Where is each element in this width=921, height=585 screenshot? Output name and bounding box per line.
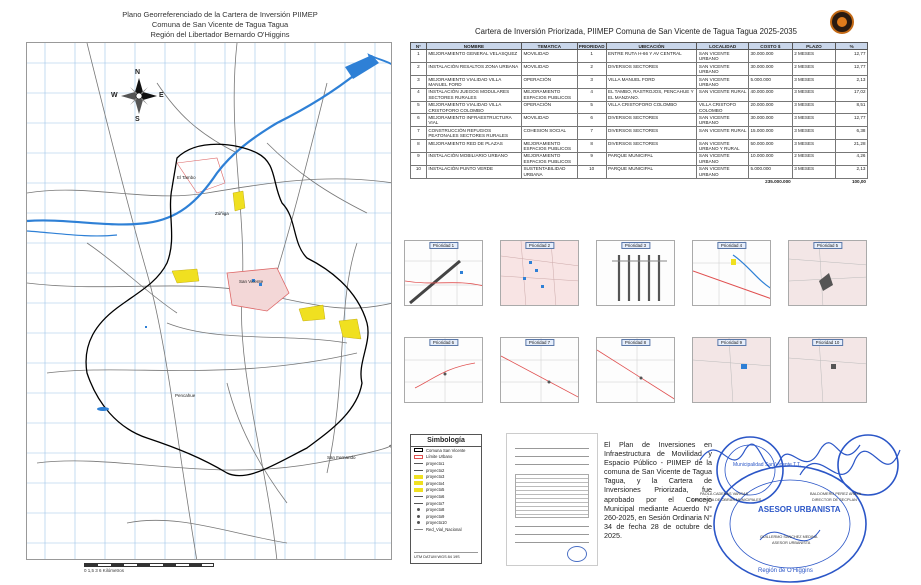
cell: 2 MESES bbox=[792, 152, 836, 165]
cell: MEJORAMIENTO ESPACIOS PUBLICOS bbox=[521, 88, 577, 101]
cell: 40.000.000 bbox=[749, 88, 793, 101]
table-title: Cartera de Inversión Priorizada, PIIMEP Comuna de San Vicente de Tagua Tagua 2025-2035 bbox=[475, 27, 797, 36]
cell: 5.000.000 bbox=[749, 165, 793, 178]
legend-swatch bbox=[414, 503, 423, 504]
col-header: LOCALIDAD bbox=[697, 43, 749, 50]
cell: DIVERSOS SECTORES bbox=[606, 114, 697, 127]
priority-map-7[interactable] bbox=[500, 337, 579, 403]
cell: INSTALACIÓN MOBILIARIO URBANO bbox=[426, 152, 521, 165]
table-header-row bbox=[411, 43, 868, 50]
priority-label: Prioridad 5 bbox=[813, 242, 842, 249]
legend-label: proyecto6 bbox=[426, 493, 445, 499]
cell: 3 MESES bbox=[792, 165, 836, 178]
cell: 3 MESES bbox=[792, 88, 836, 101]
legend-label: proyecto8 bbox=[426, 507, 445, 513]
cell: 15.000.000 bbox=[749, 127, 793, 140]
cell: SAN VICENTE URBANO bbox=[697, 152, 749, 165]
cell: 6 bbox=[577, 114, 606, 127]
cell: DIVERSOS SECTORES bbox=[606, 63, 697, 76]
cell: 3 bbox=[411, 76, 427, 89]
cell: PARQUE MUNICIPAL bbox=[606, 165, 697, 178]
cell: 9 bbox=[577, 152, 606, 165]
cell: 10 bbox=[577, 165, 606, 178]
legend-title: Simbología bbox=[411, 435, 481, 447]
cell: VILLA CRISTOFO COLOMBO bbox=[697, 101, 749, 114]
legend-label: proyecto5 bbox=[426, 487, 445, 493]
priority-map-1[interactable] bbox=[404, 240, 483, 306]
cell: INSTALACIÓN RESALTOS ZONA URBANA bbox=[426, 63, 521, 76]
legend-label: Límite Urbano bbox=[426, 454, 453, 460]
urban-area bbox=[177, 158, 289, 311]
cell: 3 bbox=[577, 76, 606, 89]
cell: SAN VICENTE URBANO bbox=[697, 50, 749, 63]
place-label: Pencahue bbox=[175, 393, 196, 398]
cell: COHESION SOCIAL bbox=[521, 127, 577, 140]
scale-bar bbox=[84, 563, 214, 573]
place-label: Zúñiga bbox=[215, 211, 229, 216]
cell: SAN VICENTE URBANO bbox=[697, 76, 749, 89]
stamp-text: ASESOR URBANISTA bbox=[758, 505, 841, 514]
cell: 20.000.000 bbox=[749, 101, 793, 114]
cell: EL TAMBO, RASTROJOS, PENCAHUE Y EL MANZANO. bbox=[606, 88, 697, 101]
col-header: TEMATICA bbox=[521, 43, 577, 50]
priority-label: Prioridad 10 bbox=[812, 339, 844, 346]
cell: 8,51 bbox=[836, 101, 868, 114]
col-header: UBICACIÓN bbox=[606, 43, 697, 50]
legend-swatch bbox=[414, 481, 423, 485]
col-header: N° bbox=[411, 43, 427, 50]
cell: 6 bbox=[411, 114, 427, 127]
legend-item bbox=[411, 513, 481, 520]
compass-w: W bbox=[111, 92, 118, 99]
priority-label: Prioridad 8 bbox=[621, 339, 650, 346]
cell: INSTALACIÓN PUNTO VERDE bbox=[426, 165, 521, 178]
table-row bbox=[411, 140, 868, 153]
table-row bbox=[411, 114, 868, 127]
cell: OPERACIÓN bbox=[521, 101, 577, 114]
table-total-row bbox=[411, 178, 868, 185]
legend-label: Comuna San Vicente bbox=[426, 447, 466, 453]
col-header: % bbox=[836, 43, 868, 50]
map-subtitle: Comuna de San Vicente de Tagua Tagua bbox=[151, 20, 289, 29]
cell: SAN VICENTE RURAL bbox=[697, 88, 749, 101]
priority-map-3[interactable] bbox=[596, 240, 675, 306]
cell: 9 bbox=[411, 152, 427, 165]
priority-label: Prioridad 6 bbox=[429, 339, 458, 346]
total-cost: 235.000.000 bbox=[765, 179, 791, 185]
georeferenced-map[interactable] bbox=[26, 42, 392, 560]
cell: 4,26 bbox=[836, 152, 868, 165]
table-row bbox=[411, 127, 868, 140]
map-legend bbox=[410, 434, 482, 564]
col-header: PRIORIDAD bbox=[578, 43, 605, 49]
cell: 7 bbox=[411, 127, 427, 140]
place-label: El Tambo bbox=[177, 175, 196, 180]
legend-swatch bbox=[414, 455, 423, 459]
table-row bbox=[411, 101, 868, 114]
cell: ENTRE RUTA H-66 Y AV CENTRAL bbox=[606, 50, 697, 63]
cell: VILLA CRISTOFORO COLOMBO bbox=[606, 101, 697, 114]
cell: MEJORAMIENTO VIALIDAD VILLA MANUEL FORD bbox=[426, 76, 521, 89]
stamp-text: Región de O'Higgins bbox=[758, 568, 813, 574]
legend-label: Red_Vial_Nacional bbox=[426, 526, 462, 532]
cell: 4 bbox=[577, 88, 606, 101]
legend-item bbox=[411, 473, 481, 480]
legend-label: proyecto4 bbox=[426, 480, 445, 486]
legend-item bbox=[411, 454, 481, 461]
legend-swatch bbox=[417, 515, 420, 518]
priority-label: Prioridad 7 bbox=[525, 339, 554, 346]
compass-n: N bbox=[135, 69, 141, 76]
cell: 3 MESES bbox=[792, 140, 836, 153]
col-header: COSTO $ bbox=[749, 43, 793, 50]
priority-label: Prioridad 9 bbox=[717, 339, 746, 346]
scale-bar-graphic bbox=[84, 563, 214, 567]
legend-swatch bbox=[417, 508, 420, 511]
legend-swatch bbox=[414, 488, 423, 492]
cell: MEJORAMIENTO RED DE PLAZAS bbox=[426, 140, 521, 153]
cell: MEJORAMIENTO INFRAESTRUCTURA VIAL bbox=[426, 114, 521, 127]
cell: SAN VICENTE URBANO bbox=[697, 165, 749, 178]
priority-label: Prioridad 3 bbox=[621, 242, 650, 249]
cell: SAN VICENTE URBANO bbox=[697, 114, 749, 127]
cell: SUSTENTABILIDAD URBANA bbox=[521, 165, 577, 178]
priority-map-9[interactable] bbox=[692, 337, 771, 403]
cell: MOVILIDAD bbox=[521, 50, 577, 63]
legend-item bbox=[411, 520, 481, 527]
cell: 5.000.000 bbox=[749, 76, 793, 89]
cell: 10 bbox=[411, 165, 427, 178]
cell: 4 bbox=[411, 88, 427, 101]
legend-label: proyecto10 bbox=[426, 520, 447, 526]
priority-map-4[interactable] bbox=[692, 240, 771, 306]
cell: 30.000.000 bbox=[749, 50, 793, 63]
legend-item bbox=[411, 447, 481, 454]
cell: 2,13 bbox=[836, 165, 868, 178]
legend-item bbox=[411, 500, 481, 507]
legend-swatch bbox=[414, 475, 423, 479]
cell: 5 bbox=[577, 101, 606, 114]
cell: 5 bbox=[411, 101, 427, 114]
cell: 6,38 bbox=[836, 127, 868, 140]
legend-item bbox=[411, 526, 481, 533]
cell: 1 bbox=[577, 50, 606, 63]
cell: MOVILIDAD bbox=[521, 63, 577, 76]
stamp-text: Municipalidad San Vicente T.T. bbox=[733, 462, 801, 468]
legend-item bbox=[411, 506, 481, 513]
table-row bbox=[411, 88, 868, 101]
signature-3-name: GUILLERMO SANCHEZ MEDINA bbox=[760, 535, 818, 539]
legend-label: proyecto1 bbox=[426, 460, 445, 466]
compass-e: E bbox=[159, 92, 164, 99]
council-agreement-scan bbox=[506, 433, 598, 566]
cell: 10.000.000 bbox=[749, 152, 793, 165]
place-label: San Fernando bbox=[327, 455, 356, 460]
cell: 1 bbox=[411, 50, 427, 63]
legend-swatch bbox=[414, 529, 423, 531]
cell: 12,77 bbox=[836, 114, 868, 127]
investment-table bbox=[410, 42, 868, 185]
cell: INSTALACIÓN JUEGOS MODULARES SECTORES RURALES bbox=[426, 88, 521, 101]
cell: SAN VICENTE URBANO Y RURAL bbox=[697, 140, 749, 153]
scale-bar-text: 0 1,5 3 6 Kilómetros bbox=[84, 568, 125, 573]
map-title: Plano Georreferenciado de la Cartera de Inversión PIIMEP bbox=[122, 10, 318, 19]
legend-item bbox=[411, 460, 481, 467]
table-row bbox=[411, 152, 868, 165]
cell: 3 MESES bbox=[792, 76, 836, 89]
cell: 30.000.000 bbox=[749, 114, 793, 127]
priority-map-5[interactable] bbox=[788, 240, 867, 306]
table-row bbox=[411, 63, 868, 76]
legend-item bbox=[411, 487, 481, 494]
col-header: PLAZO bbox=[792, 43, 836, 50]
cell: MEJORAMIENTO VIALIDAD VILLA CRISTOFORO COLOMBO bbox=[426, 101, 521, 114]
place-label: San Vicente bbox=[239, 279, 264, 284]
col-header: NOMBRE bbox=[426, 43, 521, 50]
cell: 2 bbox=[411, 63, 427, 76]
signature-2-name: BALDOMERO PEREZ ARAYA bbox=[810, 492, 862, 496]
legend-item bbox=[411, 480, 481, 487]
cell: MEJORAMIENTO ESPACIOS PUBLICOS bbox=[521, 152, 577, 165]
cell: DIVERSOS SECTORES bbox=[606, 127, 697, 140]
legend-item bbox=[411, 493, 481, 500]
table-row bbox=[411, 165, 868, 178]
road-network bbox=[27, 43, 392, 560]
cell: 30.000.000 bbox=[749, 63, 793, 76]
priority-map-2[interactable] bbox=[500, 240, 579, 306]
table-row bbox=[411, 50, 868, 63]
cell: MOVILIDAD bbox=[521, 114, 577, 127]
legend-swatch bbox=[414, 470, 423, 471]
priority-label: Prioridad 2 bbox=[525, 242, 554, 249]
priority-map-8[interactable] bbox=[596, 337, 675, 403]
legend-label: proyecto2 bbox=[426, 467, 445, 473]
cell: 12,77 bbox=[836, 63, 868, 76]
table-row bbox=[411, 76, 868, 89]
approval-statement: El Plan de Inversiones en Infraestructura de Movilidad y Espacio Público - PIIMEP de la comuna de San Vicente de Tagua Tagua, y la Cartera de Inversiones Priorizada, fue aprobado por el Concejo Municipal mediante Acuerdo N° 260-2025, en Sesión Ordinaria N° 34 de fecha 28 de octubre de 2025. bbox=[604, 440, 712, 540]
legend-item bbox=[411, 467, 481, 474]
compass-s: S bbox=[135, 116, 140, 123]
priority-label: Prioridad 1 bbox=[429, 242, 458, 249]
cell: SAN VICENTE URBANO bbox=[697, 63, 749, 76]
legend-label: proyecto9 bbox=[426, 513, 445, 519]
legend-label: proyecto7 bbox=[426, 500, 445, 506]
cell: 50.000.000 bbox=[749, 140, 793, 153]
cell: 12,77 bbox=[836, 50, 868, 63]
legend-swatch bbox=[417, 521, 420, 524]
cell: 3 MESES bbox=[792, 101, 836, 114]
signature-2-role: DIRECTOR DE SECPLAN bbox=[812, 498, 857, 502]
cell: 17,02 bbox=[836, 88, 868, 101]
signature-1-name: PAOLA CADENAS VARGAS bbox=[700, 492, 749, 496]
signature-3-role: ASESOR URBANISTA bbox=[772, 541, 811, 545]
cell: 2 MESES bbox=[792, 63, 836, 76]
total-percent: 100,00 bbox=[851, 179, 866, 185]
north-arrow bbox=[121, 78, 157, 114]
cell: 3 MESES bbox=[792, 127, 836, 140]
priority-label: Prioridad 4 bbox=[717, 242, 746, 249]
cell: 7 bbox=[577, 127, 606, 140]
legend-swatch bbox=[414, 448, 423, 452]
legend-utm: UTM DATUM WGS 84 19S bbox=[414, 552, 478, 559]
priority-map-10[interactable] bbox=[788, 337, 867, 403]
legend-label: proyecto3 bbox=[426, 474, 445, 480]
cell: PARQUE MUNICIPAL bbox=[606, 152, 697, 165]
priority-map-6[interactable] bbox=[404, 337, 483, 403]
cell: 2,13 bbox=[836, 76, 868, 89]
legend-swatch bbox=[414, 463, 423, 464]
cell: DIVERSOS SECTORES bbox=[606, 140, 697, 153]
map-title-block bbox=[60, 10, 380, 40]
cell: 8 bbox=[411, 140, 427, 153]
legend-swatch bbox=[414, 496, 423, 497]
cell: VILLA MANUEL FORD bbox=[606, 76, 697, 89]
cell: 3 MESES bbox=[792, 114, 836, 127]
cell: CONSTRUCCIÓN REFUGIOS PEATONALES SECTORES RURALES bbox=[426, 127, 521, 140]
cell: 2 bbox=[577, 63, 606, 76]
signature-1-role: DIRECTORA DE OBRAS MUNICIPALES bbox=[692, 498, 762, 502]
cell: MEJORAMIENTO GENERAL VELASQUEZ bbox=[426, 50, 521, 63]
cell: 21,28 bbox=[836, 140, 868, 153]
map-canvas bbox=[27, 43, 392, 560]
map-grid bbox=[27, 43, 392, 560]
cell: SAN VICENTE RURAL bbox=[697, 127, 749, 140]
cell: 8 bbox=[577, 140, 606, 153]
cell: MEJORAMIENTO ESPACIOS PUBLICOS bbox=[521, 140, 577, 153]
cell: 2 MESES bbox=[792, 50, 836, 63]
cell: OPERACIÓN bbox=[521, 76, 577, 89]
lake bbox=[345, 55, 379, 79]
map-region: Región del Libertador Bernardo O'Higgins bbox=[150, 30, 290, 39]
